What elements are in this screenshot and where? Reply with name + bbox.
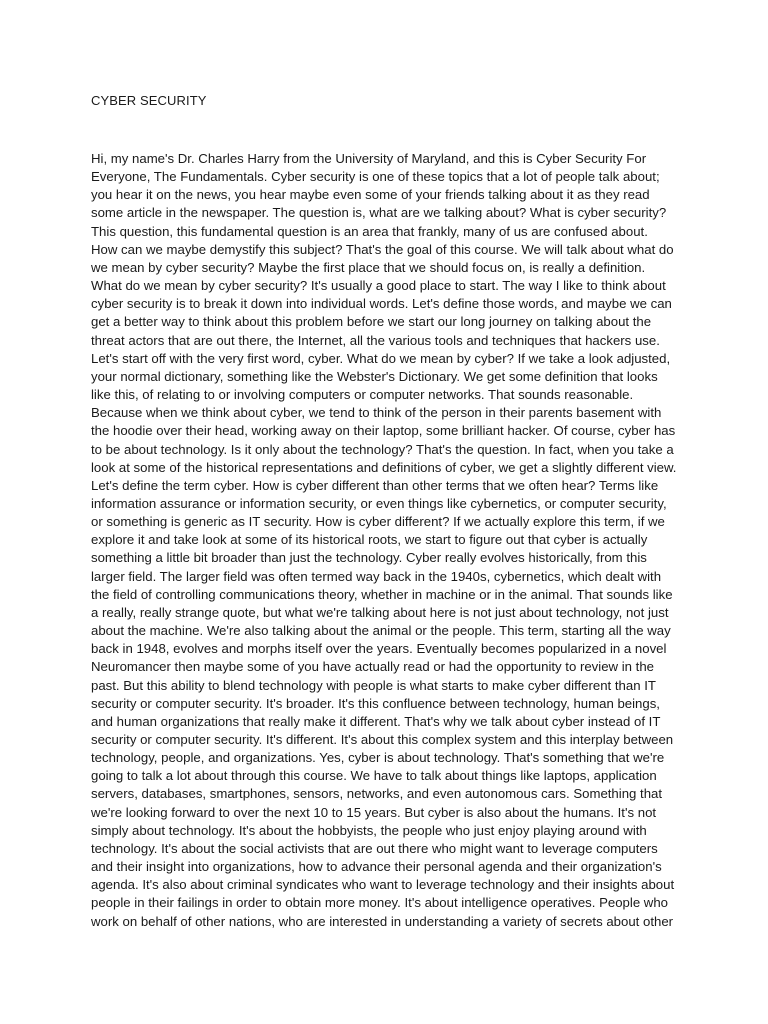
body-text-line: cyber security is to break it down into individual words. Let's define those words, and maybe we can xyxy=(91,296,672,312)
body-text-line: Let's define the term cyber. How is cyber different than other terms that we often hear? Terms like xyxy=(91,477,659,493)
body-text-line: What do we mean by cyber security? It's usually a good place to start. The way I like to think about xyxy=(91,278,666,294)
body-text-line: servers, databases, smartphones, sensors, networks, and even autonomous cars. Something that xyxy=(91,786,663,802)
body-text-line: security or computer security. It's broader. It's this confluence between technology, human beings, xyxy=(91,695,660,711)
body-text-line: we're looking forward to over the next 10 to 15 years. But cyber is also about the humans. It's not xyxy=(91,804,657,820)
body-text-line: Hi, my name's Dr. Charles Harry from the University of Maryland, and this is Cyber Security For xyxy=(91,151,647,166)
body-text-line: security or computer security. It's different. It's about this complex system and this interplay between xyxy=(91,732,674,747)
body-text-line: the field of controlling communications theory, whether in machine or in the animal. That sounds like xyxy=(91,586,673,602)
body-text-line: get a better way to think about this problem before we start our long journey on talking about the xyxy=(91,314,652,330)
body-text-line: going to talk a lot about through this course. We have to talk about things like laptops, application xyxy=(91,768,657,784)
body-text-line: about the machine. We're also talking about the animal or the people. This term, starting all the way xyxy=(91,623,671,639)
body-text-line: people in their failings in order to obtain more money. It's about intelligence operatives. People who xyxy=(91,895,669,911)
body-text-line: technology. It's about the social activists that are out there who might want to leverage computers xyxy=(91,840,658,856)
document-body xyxy=(91,150,691,931)
body-text-line: or something is generic as IT security. How is cyber different? If we actually explore this term, if we xyxy=(91,514,665,530)
body-text-line: information assurance or information security, or even things like cybernetics, or computer security, xyxy=(91,495,667,511)
body-text-line: simply about technology. It's about the hobbyists, the people who just enjoy playing around with xyxy=(91,822,647,838)
body-text-line: and their insight into organizations, how to advance their personal agenda and their organization's xyxy=(91,859,662,875)
body-text-line: How can we maybe demystify this subject? That's the goal of this course. We will talk about what do xyxy=(91,241,674,257)
body-text-line: some article in the newspaper. The question is, what are we talking about? What is cyber security? xyxy=(91,205,667,221)
body-text-line: agenda. It's also about criminal syndicates who want to leverage technology and their insights about xyxy=(91,877,675,893)
document-title: CYBER SECURITY xyxy=(91,93,207,108)
body-text-line: your normal dictionary, something like the Webster's Dictionary. We get some definition that looks xyxy=(91,368,658,384)
body-text-line: technology, people, and organizations. Yes, cyber is about technology. That's something that we're xyxy=(91,750,665,766)
body-text-line: to be about technology. Is it only about the technology? That's the question. In fact, when you take a xyxy=(91,441,674,457)
body-text-line: explore it and take look at some of its historical roots, we start to figure out that cyber is actually xyxy=(91,532,648,548)
body-text-line: This question, this fundamental question is an area that frankly, many of us are confused about. xyxy=(91,223,648,239)
body-text-line: the hoodie over their head, working away on their laptop, some brilliant hacker. Of course, cyber has xyxy=(91,423,676,439)
body-text-line: a really, really strange quote, but what we're talking about here is not just about technology, not just xyxy=(91,604,669,620)
body-text-line: Because when we think about cyber, we tend to think of the person in their parents basement with xyxy=(91,405,662,421)
body-text-line: you hear it on the news, you hear maybe even some of your friends talking about it as they read xyxy=(91,187,650,203)
body-text-line: and human organizations that really make it different. That's why we talk about cyber instead of IT xyxy=(91,713,661,729)
body-text-line: larger field. The larger field was often termed way back in the 1940s, cybernetics, which dealt with xyxy=(91,568,662,584)
body-text-line: something a little bit broader than just the technology. Cyber really evolves historically, from this xyxy=(91,550,647,566)
body-text-line: back in 1948, evolves and morphs itself over the years. Eventually becomes popularized in a novel xyxy=(91,641,667,657)
body-text-line: we mean by cyber security? Maybe the first place that we should focus on, is really a definition. xyxy=(91,259,646,275)
body-text-line: work on behalf of other nations, who are interested in understanding a variety of secrets about other xyxy=(91,913,674,929)
body-text-line: threat actors that are out there, the Internet, all the various tools and techniques that hackers use. xyxy=(91,332,660,348)
body-text-line: Everyone, The Fundamentals. Cyber security is one of these topics that a lot of people talk about; xyxy=(91,169,660,185)
body-text-line: past. But this ability to blend technology with people is what starts to make cyber different than IT xyxy=(91,677,656,693)
body-text-line: Neuromancer then maybe some of you have actually read or had the opportunity to review in the xyxy=(91,659,654,675)
body-text-line: like this, of relating to or involving computers or computer networks. That sounds reasonable. xyxy=(91,387,634,403)
body-text-line: Let's start off with the very first word, cyber. What do we mean by cyber? If we take a look adjusted, xyxy=(91,350,671,366)
body-text-line: look at some of the historical representations and definitions of cyber, we get a slightly different view. xyxy=(91,459,677,475)
